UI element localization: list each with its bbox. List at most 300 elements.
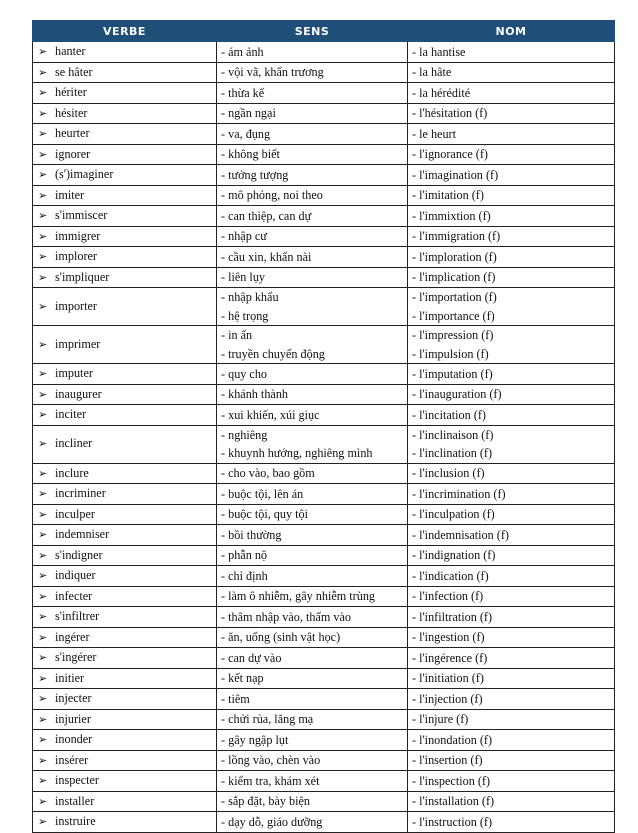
verb-text: s'infiltrer (55, 609, 100, 623)
nom-cell (408, 566, 615, 587)
nom-cell (408, 525, 615, 546)
nom-cell (408, 165, 615, 186)
sens-line: - cho vào, bao gồm (221, 466, 315, 480)
sens-cell (217, 791, 408, 812)
table-row (33, 103, 615, 124)
arrowhead-bullet-icon: ➢ (38, 466, 48, 480)
sens-line: - quy cho (221, 366, 268, 381)
verb-text: imputer (55, 366, 93, 380)
verb-cell (33, 463, 217, 484)
sens-line: - làm ô nhiễm, gây nhiễm trùng (221, 589, 376, 603)
table-row (33, 288, 615, 326)
sens-line: - can dự vào (221, 650, 282, 665)
nom-line: - l'impression (f) (412, 328, 494, 342)
sens-line: - in ấn (221, 328, 253, 342)
verb-cell (33, 689, 217, 710)
sens-cell (217, 730, 408, 751)
nom-line: - l'infection (f) (412, 589, 484, 603)
nom-cell (408, 648, 615, 669)
verb-cell (33, 226, 217, 247)
verb-cell (33, 83, 217, 104)
verb-cell (33, 730, 217, 751)
table-row (33, 484, 615, 505)
sens-cell (217, 62, 408, 83)
arrowhead-bullet-icon: ➢ (38, 437, 48, 451)
header-verbe: VERBE (33, 21, 217, 42)
verb-text: installer (55, 793, 95, 808)
sens-cell (217, 484, 408, 505)
arrowhead-bullet-icon: ➢ (38, 250, 48, 263)
sens-line: - hệ trọng (221, 308, 269, 323)
sens-cell (217, 42, 408, 63)
sens-cell (217, 226, 408, 247)
verb-text: incliner (55, 436, 93, 451)
nom-cell (408, 463, 615, 484)
table-row (33, 384, 615, 405)
nom-line: - l'indemnisation (f) (412, 527, 509, 542)
table-row (33, 326, 615, 364)
verb-cell (33, 326, 217, 364)
sens-cell (217, 124, 408, 145)
sens-cell (217, 627, 408, 648)
sens-line: - va, đụng (221, 126, 271, 141)
nom-line: - la hâte (412, 65, 452, 79)
verb-cell (33, 405, 217, 426)
sens-line: - không biết (221, 147, 280, 161)
arrowhead-bullet-icon: ➢ (38, 671, 48, 685)
nom-cell (408, 689, 615, 710)
nom-line: - l'indication (f) (412, 568, 489, 583)
table-row (33, 607, 615, 628)
nom-line: - l'imploration (f) (412, 249, 497, 264)
verb-text: imprimer (55, 336, 101, 351)
nom-cell (408, 288, 615, 326)
verb-text: inonder (55, 732, 93, 746)
sens-cell (217, 288, 408, 326)
nom-cell (408, 364, 615, 385)
sens-cell (217, 566, 408, 587)
verb-text: indemniser (55, 527, 110, 541)
table-row (33, 586, 615, 607)
arrowhead-bullet-icon: ➢ (38, 299, 48, 313)
sens-line: - thâm nhập vào, thấm vào (221, 609, 351, 624)
sens-cell (217, 586, 408, 607)
nom-line: - l'injure (f) (412, 712, 469, 726)
sens-cell (217, 144, 408, 165)
table-row (33, 185, 615, 206)
verb-cell (33, 566, 217, 587)
nom-cell (408, 668, 615, 689)
nom-cell (408, 267, 615, 288)
verb-cell (33, 525, 217, 546)
arrowhead-bullet-icon: ➢ (38, 651, 48, 664)
nom-cell (408, 545, 615, 566)
nom-line: - l'importance (f) (412, 308, 495, 323)
table-row (33, 247, 615, 268)
nom-line: - l'indignation (f) (412, 548, 496, 562)
sens-line: - buộc tội, lên án (221, 486, 304, 501)
sens-line: - cầu xin, khẩn nài (221, 249, 312, 264)
sens-cell (217, 668, 408, 689)
arrowhead-bullet-icon: ➢ (38, 528, 48, 541)
verb-text: insérer (55, 752, 89, 767)
verb-cell (33, 709, 217, 730)
sens-cell (217, 607, 408, 628)
nom-line: - l'inclination (f) (412, 446, 493, 460)
verb-text: hésiter (55, 105, 88, 120)
verb-cell (33, 504, 217, 525)
verb-cell (33, 771, 217, 792)
sens-line: - tiêm (221, 691, 250, 706)
nom-cell (408, 586, 615, 607)
nom-line: - l'inauguration (f) (412, 387, 502, 401)
arrowhead-bullet-icon: ➢ (38, 753, 48, 767)
sens-cell (217, 750, 408, 771)
nom-cell (408, 405, 615, 426)
arrowhead-bullet-icon: ➢ (38, 794, 48, 808)
table-row (33, 730, 615, 751)
arrowhead-bullet-icon: ➢ (38, 774, 48, 787)
sens-cell (217, 247, 408, 268)
arrowhead-bullet-icon: ➢ (38, 367, 48, 380)
arrowhead-bullet-icon: ➢ (38, 387, 48, 401)
arrowhead-bullet-icon: ➢ (38, 106, 48, 120)
table-body (33, 42, 615, 833)
table-row (33, 267, 615, 288)
arrowhead-bullet-icon: ➢ (38, 733, 48, 746)
nom-cell (408, 62, 615, 83)
sens-line: - chỉ định (221, 568, 268, 583)
nom-line: - l'impulsion (f) (412, 346, 489, 361)
nom-line: - l'implication (f) (412, 270, 496, 284)
header-nom: NOM (408, 21, 615, 42)
arrowhead-bullet-icon: ➢ (38, 65, 48, 79)
nom-cell (408, 484, 615, 505)
verb-cell (33, 668, 217, 689)
verb-cell (33, 586, 217, 607)
verb-text: hanter (55, 44, 86, 58)
nom-line: - l'infiltration (f) (412, 609, 493, 624)
sens-line: - kết nạp (221, 671, 264, 685)
sens-line: - kiểm tra, khám xét (221, 773, 320, 788)
sens-line: - truyền chuyển động (221, 346, 325, 361)
verb-cell (33, 288, 217, 326)
nom-cell (408, 791, 615, 812)
verb-text: instruire (55, 814, 96, 828)
sens-line: - xui khiến, xúi giục (221, 407, 320, 422)
verb-text: ingérer (55, 629, 90, 644)
verb-text: inspecter (55, 773, 99, 787)
table-header-row (33, 21, 615, 42)
sens-cell (217, 185, 408, 206)
sens-cell (217, 165, 408, 186)
verb-text: s'ingérer (55, 650, 97, 664)
verb-cell (33, 185, 217, 206)
verb-text: implorer (55, 249, 97, 263)
nom-line: - l'importation (f) (412, 290, 497, 304)
arrowhead-bullet-icon: ➢ (38, 569, 48, 582)
verb-cell (33, 607, 217, 628)
sens-line: - thừa kế (221, 85, 265, 100)
sens-cell (217, 425, 408, 463)
sens-line: - liên lụy (221, 270, 266, 284)
sens-line: - sắp đặt, bày biện (221, 794, 311, 808)
nom-line: - la hantise (412, 44, 466, 59)
nom-line: - la hérédité (412, 85, 471, 100)
table-row (33, 405, 615, 426)
sens-cell (217, 648, 408, 669)
table-row (33, 668, 615, 689)
verb-cell (33, 124, 217, 145)
sens-line: - gây ngập lụt (221, 732, 289, 747)
verb-text: injecter (55, 691, 92, 705)
nom-cell (408, 226, 615, 247)
verb-text: heurter (55, 126, 90, 140)
verb-cell (33, 384, 217, 405)
arrowhead-bullet-icon: ➢ (38, 408, 48, 421)
nom-cell (408, 144, 615, 165)
verb-text: initier (55, 670, 85, 685)
sens-line: - nhập cư (221, 229, 267, 243)
sens-line: - ngần ngại (221, 106, 276, 120)
nom-line: - l'immigration (f) (412, 229, 501, 243)
sens-line: - khánh thành (221, 387, 289, 401)
sens-line: - tưởng tượng (221, 167, 289, 182)
nom-line: - l'imagination (f) (412, 167, 499, 182)
nom-line: - l'ingérence (f) (412, 650, 488, 665)
verb-text: imiter (55, 187, 85, 202)
nom-line: - l'initiation (f) (412, 671, 484, 685)
nom-cell (408, 607, 615, 628)
arrowhead-bullet-icon: ➢ (38, 337, 48, 351)
nom-cell (408, 103, 615, 124)
sens-cell (217, 525, 408, 546)
vocabulary-sheet (32, 20, 614, 833)
sens-line: - can thiệp, can dự (221, 208, 312, 223)
verb-cell (33, 791, 217, 812)
nom-line: - l'hésitation (f) (412, 106, 488, 120)
sens-line: - vội vã, khẩn trương (221, 65, 324, 79)
table-row (33, 750, 615, 771)
sens-line: - chửi rủa, lăng mạ (221, 712, 314, 726)
nom-line: - l'insertion (f) (412, 753, 483, 767)
verb-text: inclure (55, 465, 89, 480)
nom-cell (408, 384, 615, 405)
nom-line: - l'injection (f) (412, 691, 483, 706)
table-row (33, 504, 615, 525)
verb-text: importer (55, 298, 97, 313)
verb-cell (33, 144, 217, 165)
verb-cell (33, 267, 217, 288)
nom-cell (408, 326, 615, 364)
verb-text: s'immiscer (55, 208, 108, 222)
sens-line: - buộc tội, quy tội (221, 507, 308, 521)
nom-line: - l'incitation (f) (412, 407, 486, 422)
sens-line: - phẫn nộ (221, 548, 268, 562)
verb-cell (33, 165, 217, 186)
arrowhead-bullet-icon: ➢ (38, 209, 48, 222)
verb-text: (s')imaginer (55, 167, 114, 181)
nom-cell (408, 206, 615, 227)
nom-cell (408, 709, 615, 730)
nom-line: - l'ingestion (f) (412, 630, 485, 644)
table-row (33, 771, 615, 792)
arrowhead-bullet-icon: ➢ (38, 45, 48, 58)
sens-cell (217, 364, 408, 385)
table-row (33, 648, 615, 669)
table-row (33, 709, 615, 730)
arrowhead-bullet-icon: ➢ (38, 815, 48, 828)
verb-cell (33, 750, 217, 771)
sens-cell (217, 206, 408, 227)
sens-cell (217, 545, 408, 566)
table-row (33, 226, 615, 247)
verb-text: immigrer (55, 228, 101, 243)
nom-cell (408, 730, 615, 751)
arrowhead-bullet-icon: ➢ (38, 548, 48, 562)
nom-line: - l'inondation (f) (412, 732, 493, 747)
table-row (33, 812, 615, 833)
arrowhead-bullet-icon: ➢ (38, 507, 48, 521)
verb-cell (33, 812, 217, 833)
nom-line: - l'inclinaison (f) (412, 427, 494, 442)
verb-text: inciter (55, 407, 87, 421)
sens-cell (217, 504, 408, 525)
verb-text: incriminer (55, 486, 106, 500)
nom-cell (408, 124, 615, 145)
sens-line: - bồi thường (221, 527, 282, 542)
sens-cell (217, 709, 408, 730)
verb-text: s'indigner (55, 547, 103, 562)
arrowhead-bullet-icon: ➢ (38, 229, 48, 243)
sens-cell (217, 326, 408, 364)
nom-line: - l'inclusion (f) (412, 466, 485, 480)
arrowhead-bullet-icon: ➢ (38, 147, 48, 161)
verb-cell (33, 103, 217, 124)
arrowhead-bullet-icon: ➢ (38, 270, 48, 284)
verb-cell (33, 206, 217, 227)
sens-cell (217, 689, 408, 710)
sens-line: - khuynh hướng, nghiêng mình (221, 446, 373, 460)
verb-text: hériter (55, 85, 87, 99)
table-row (33, 144, 615, 165)
sens-cell (217, 812, 408, 833)
nom-line: - l'imputation (f) (412, 366, 493, 381)
verb-cell (33, 425, 217, 463)
table-row (33, 463, 615, 484)
table-row (33, 525, 615, 546)
arrowhead-bullet-icon: ➢ (38, 127, 48, 140)
table-row (33, 425, 615, 463)
table-row (33, 124, 615, 145)
nom-cell (408, 247, 615, 268)
sens-cell (217, 103, 408, 124)
sens-cell (217, 267, 408, 288)
table-row (33, 83, 615, 104)
sens-cell (217, 771, 408, 792)
verb-cell (33, 545, 217, 566)
sens-cell (217, 405, 408, 426)
verb-text: injurier (55, 711, 91, 726)
verb-cell (33, 247, 217, 268)
table-row (33, 364, 615, 385)
verb-text: inculper (55, 506, 95, 521)
verb-text: ignorer (55, 146, 91, 161)
arrowhead-bullet-icon: ➢ (38, 188, 48, 202)
nom-line: - l'inspection (f) (412, 773, 491, 788)
nom-line: - le heurt (412, 126, 456, 141)
verb-cell (33, 648, 217, 669)
table-row (33, 62, 615, 83)
table-row (33, 545, 615, 566)
verb-cell (33, 62, 217, 83)
sens-cell (217, 83, 408, 104)
verb-text: s'impliquer (55, 269, 110, 284)
verb-text: inaugurer (55, 386, 102, 401)
sens-line: - ăn, uống (sinh vật học) (221, 630, 341, 644)
nom-cell (408, 42, 615, 63)
arrowhead-bullet-icon: ➢ (38, 487, 48, 500)
arrowhead-bullet-icon: ➢ (38, 610, 48, 623)
verb-cell (33, 364, 217, 385)
arrowhead-bullet-icon: ➢ (38, 630, 48, 644)
table-row (33, 42, 615, 63)
nom-cell (408, 185, 615, 206)
nom-line: - l'immixtion (f) (412, 208, 491, 223)
nom-cell (408, 504, 615, 525)
table-row (33, 165, 615, 186)
sens-line: - nghiêng (221, 427, 268, 442)
nom-line: - l'inculpation (f) (412, 507, 495, 521)
table-row (33, 566, 615, 587)
nom-cell (408, 750, 615, 771)
arrowhead-bullet-icon: ➢ (38, 712, 48, 726)
sens-line: - nhập khẩu (221, 290, 279, 304)
nom-cell (408, 425, 615, 463)
verb-cell (33, 627, 217, 648)
nom-line: - l'installation (f) (412, 794, 495, 808)
nom-line: - l'ignorance (f) (412, 147, 488, 161)
verb-text: indiquer (55, 568, 96, 582)
nom-cell (408, 771, 615, 792)
header-sens: SENS (217, 21, 408, 42)
nom-line: - l'instruction (f) (412, 814, 493, 829)
sens-line: - lồng vào, chèn vào (221, 753, 321, 767)
nom-line: - l'incrimination (f) (412, 486, 506, 501)
arrowhead-bullet-icon: ➢ (38, 589, 48, 603)
verb-cell (33, 484, 217, 505)
verb-text: infecter (55, 588, 93, 603)
verb-cell (33, 42, 217, 63)
table-row (33, 791, 615, 812)
sens-line: - mô phỏng, noi theo (221, 188, 323, 202)
sens-cell (217, 384, 408, 405)
sens-cell (217, 463, 408, 484)
nom-cell (408, 812, 615, 833)
arrowhead-bullet-icon: ➢ (38, 86, 48, 99)
table-row (33, 206, 615, 227)
arrowhead-bullet-icon: ➢ (38, 692, 48, 705)
table-row (33, 689, 615, 710)
sens-line: - dạy dỗ, giáo dưỡng (221, 814, 323, 829)
verb-text: se hâter (55, 64, 93, 79)
arrowhead-bullet-icon: ➢ (38, 168, 48, 181)
table-row (33, 627, 615, 648)
nom-cell (408, 627, 615, 648)
sens-line: - ám ảnh (221, 44, 264, 59)
nom-cell (408, 83, 615, 104)
vocabulary-table (32, 20, 615, 833)
